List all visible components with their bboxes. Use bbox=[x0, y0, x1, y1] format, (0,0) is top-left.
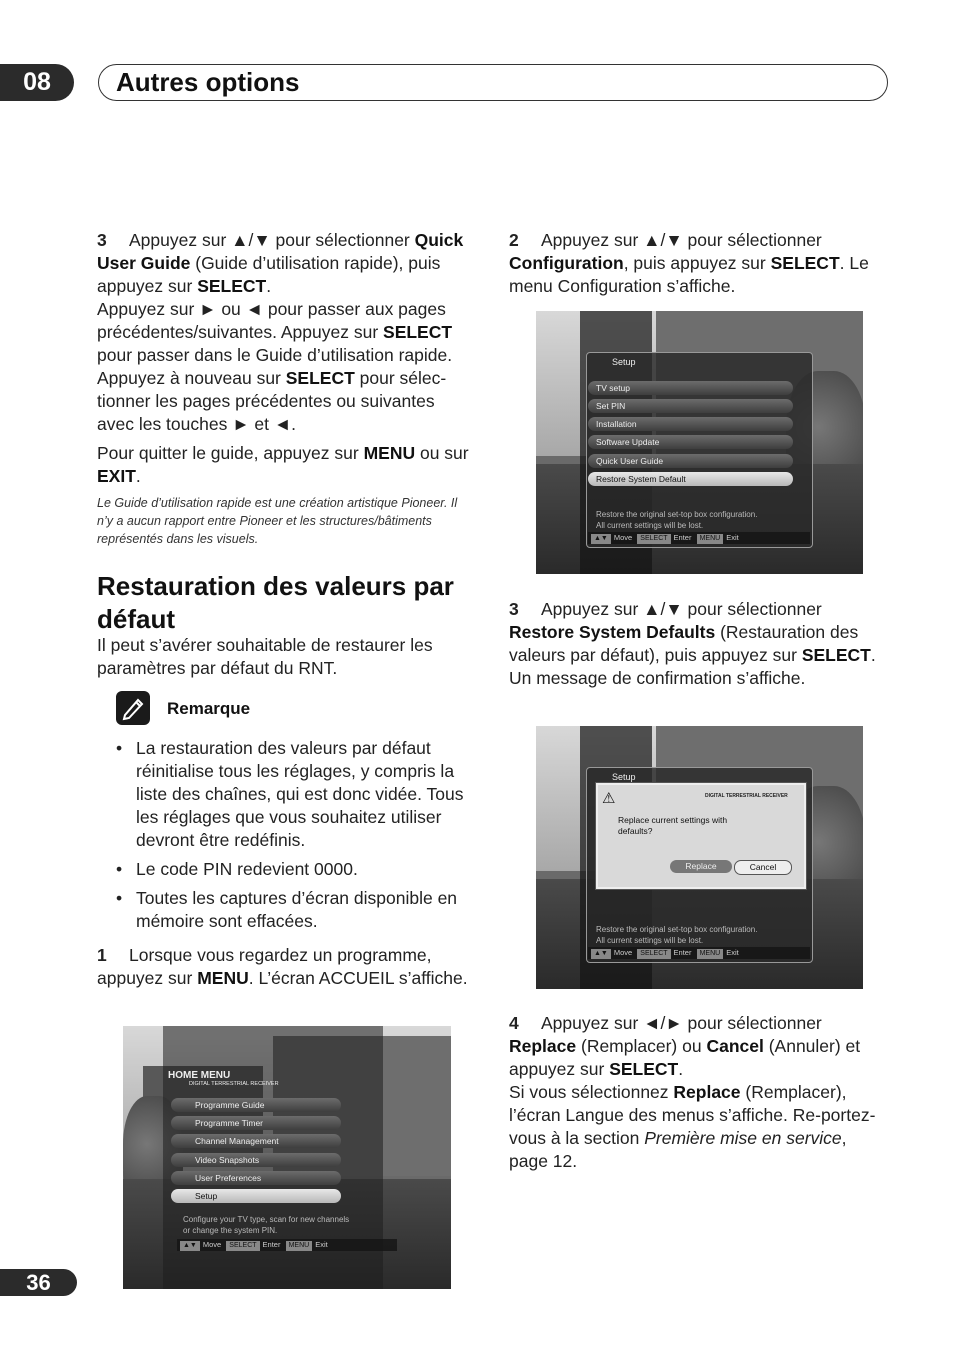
text: . bbox=[266, 276, 272, 296]
page-number-badge bbox=[0, 1269, 77, 1296]
dialog-brand: DIGITAL TERRESTRIAL RECEIVER bbox=[705, 793, 788, 799]
key-label: Move bbox=[613, 533, 633, 542]
menu-item-quick-user-guide[interactable]: Quick User Guide bbox=[588, 454, 793, 468]
bold-term: Replace bbox=[673, 1082, 741, 1102]
menu-item-video-snapshots[interactable]: Video Snapshots bbox=[171, 1153, 341, 1167]
menu-title: HOME MENU bbox=[168, 1070, 231, 1081]
remark-bullets bbox=[97, 737, 472, 939]
list-item: • Toutes les captures d’écran disponible en mémoire sont effacées. bbox=[97, 887, 472, 933]
text: Appuyez sur ▲/▼ pour sélectionner bbox=[541, 599, 822, 619]
bold-term: SELECT bbox=[609, 1059, 679, 1079]
key-help-bar bbox=[588, 532, 810, 544]
dialog-message: Replace current settings with defaults? bbox=[618, 815, 728, 836]
hint-line: Restore the original set-top box configuration. bbox=[596, 510, 758, 519]
step-number: 4 bbox=[509, 1013, 519, 1033]
menu-item-channel-management[interactable]: Channel Management bbox=[171, 1134, 341, 1148]
menu-item-set-pin[interactable]: Set PIN bbox=[588, 399, 793, 413]
key-label: Exit bbox=[726, 533, 739, 542]
setup-menu-screenshot bbox=[536, 311, 863, 574]
cancel-button[interactable]: Cancel bbox=[734, 860, 792, 875]
step-number: 3 bbox=[509, 599, 519, 619]
menu-item-user-preferences[interactable]: User Preferences bbox=[171, 1171, 341, 1185]
key-label: Enter bbox=[262, 1240, 281, 1249]
bold-term: Quick User Guide bbox=[97, 230, 464, 273]
left-step-3 bbox=[97, 229, 472, 554]
bold-term: MENU bbox=[363, 443, 416, 463]
text: . Le menu Configuration s’affiche. bbox=[509, 253, 869, 296]
menu-item-programme-guide[interactable]: Programme Guide bbox=[171, 1098, 341, 1112]
menu-title: Setup bbox=[612, 357, 636, 367]
up-down-icon: ▲▼ bbox=[180, 1241, 200, 1251]
menu-item-software-update[interactable]: Software Update bbox=[588, 435, 793, 449]
bold-term: EXIT bbox=[97, 466, 136, 486]
text: (Remplacer), l’écran Langue des menus s’affiche. Re-portez-vous à la section bbox=[509, 1082, 876, 1148]
menu-item-installation[interactable]: Installation bbox=[588, 417, 793, 431]
replace-button[interactable]: Replace bbox=[670, 860, 732, 873]
key-select: SELECT bbox=[226, 1241, 259, 1251]
key-label: Enter bbox=[673, 533, 692, 542]
menu-item-restore-system-default[interactable]: Restore System Default bbox=[588, 472, 793, 486]
menu-item-tv-setup[interactable]: TV setup bbox=[588, 381, 793, 395]
text: , page 12. bbox=[509, 1128, 847, 1171]
text: (Restauration des valeurs par défaut), puis appuyez sur bbox=[509, 622, 859, 665]
menu-item-setup[interactable]: Setup bbox=[171, 1189, 341, 1203]
right-step-4 bbox=[509, 1012, 884, 1179]
key-menu: MENU bbox=[697, 534, 724, 544]
bold-term: SELECT bbox=[383, 322, 453, 342]
key-label: Move bbox=[202, 1240, 222, 1249]
text: Appuyez sur ▲/▼ pour sélectionner bbox=[541, 230, 822, 250]
bold-term: Replace bbox=[509, 1036, 577, 1056]
bold-term: Cancel bbox=[706, 1036, 764, 1056]
key-select: SELECT bbox=[637, 534, 670, 544]
step-number: 2 bbox=[509, 230, 519, 250]
step-number: 1 bbox=[97, 945, 107, 965]
bold-term: SELECT bbox=[285, 368, 355, 388]
chapter-title: Autres options bbox=[116, 67, 300, 97]
key-label: Exit bbox=[726, 948, 739, 957]
text: . L’écran ACCUEIL s’affiche. bbox=[248, 968, 468, 988]
text: Pour quitter le guide, appuyez sur bbox=[97, 443, 364, 463]
text: Lorsque vous regardez un programme, appuyez sur bbox=[97, 945, 432, 988]
right-step-2 bbox=[509, 229, 884, 298]
hint-line: All current settings will be lost. bbox=[596, 936, 704, 945]
text: . Un message de confirmation s’affiche. bbox=[509, 645, 876, 688]
confirm-dialog-screenshot bbox=[536, 726, 863, 989]
menu-hint bbox=[596, 924, 757, 946]
text: pour sélec-tionner les pages précédentes ou suivantes avec les touches ► et ◄. bbox=[97, 368, 447, 434]
key-menu: MENU bbox=[697, 949, 724, 959]
left-step-1 bbox=[97, 944, 472, 990]
text: , puis appuyez sur bbox=[623, 253, 771, 273]
text: (Remplacer) ou bbox=[576, 1036, 707, 1056]
section-intro: Il peut s’avérer souhaitable de restaurer les paramètres par défaut du RNT. bbox=[97, 635, 433, 678]
up-down-icon: ▲▼ bbox=[591, 949, 611, 959]
key-help-bar bbox=[177, 1239, 397, 1251]
key-help-bar bbox=[588, 947, 810, 959]
hint-line: Configure your TV type, scan for new channels bbox=[183, 1215, 350, 1224]
key-label: Enter bbox=[673, 948, 692, 957]
menu-hint bbox=[596, 509, 757, 531]
right-step-3 bbox=[509, 598, 884, 690]
text: . bbox=[678, 1059, 684, 1079]
menu-hint bbox=[183, 1214, 349, 1236]
pencil-note-icon bbox=[116, 691, 150, 725]
key-label: Exit bbox=[315, 1240, 328, 1249]
bold-term: MENU bbox=[197, 968, 249, 988]
step-number: 3 bbox=[97, 230, 107, 250]
bold-term: SELECT bbox=[770, 253, 840, 273]
text: (Guide d’utilisation rapide), puis appuyez sur bbox=[97, 253, 441, 296]
key-menu: MENU bbox=[286, 1241, 313, 1251]
text: (Annuler) et appuyez sur bbox=[509, 1036, 861, 1079]
text: pour passer dans le Guide d’utilisation rapide. Appuyez à nouveau sur bbox=[97, 345, 453, 388]
chapter-number: 08 bbox=[23, 68, 51, 96]
remark-label: Remarque bbox=[167, 699, 251, 718]
menu-title: Setup bbox=[612, 772, 636, 782]
list-item: • La restauration des valeurs par défaut réinitialise tous les réglages, y compris la liste des chaînes, qui est donc vidée. Tous les réglages que vous souhaitez utiliser devront être redéfinis. bbox=[97, 737, 472, 852]
key-select: SELECT bbox=[637, 949, 670, 959]
text: . bbox=[135, 466, 141, 486]
text: Appuyez sur ► ou ◄ pour passer aux pages précédentes/suivantes. Appuyez sur bbox=[97, 299, 446, 342]
text: ou sur bbox=[415, 443, 469, 463]
confirm-dialog bbox=[596, 783, 806, 889]
bold-term: Configuration bbox=[509, 253, 624, 273]
hint-line: or change the system PIN. bbox=[183, 1226, 278, 1235]
bold-term: SELECT bbox=[197, 276, 267, 296]
bold-term: SELECT bbox=[801, 645, 871, 665]
warning-icon: ⚠ bbox=[602, 790, 616, 807]
text: Appuyez sur ▲/▼ pour sélectionner bbox=[129, 230, 415, 250]
text: Si vous sélectionnez bbox=[509, 1082, 674, 1102]
chapter-number-badge bbox=[0, 64, 74, 101]
hint-line: Restore the original set-top box configuration. bbox=[596, 925, 758, 934]
up-down-icon: ▲▼ bbox=[591, 534, 611, 544]
bold-term: Restore System Defaults bbox=[509, 622, 716, 642]
list-item: • Le code PIN redevient 0000. bbox=[97, 858, 472, 881]
home-menu-screenshot bbox=[123, 1026, 451, 1289]
menu-item-programme-timer[interactable]: Programme Timer bbox=[171, 1116, 341, 1130]
text: Appuyez sur ◄/► pour sélectionner bbox=[541, 1013, 822, 1033]
page-number: 36 bbox=[26, 1269, 51, 1295]
key-label: Move bbox=[613, 948, 633, 957]
italic-note: Le Guide d’utilisation rapide est une création artistique Pioneer. Il n’y a aucun rapport entre Pioneer et les structures/bâtiments représentés dans les visuels. bbox=[97, 496, 458, 546]
hint-line: All current settings will be lost. bbox=[596, 521, 704, 530]
menu-subtitle: DIGITAL TERRESTRIAL RECEIVER bbox=[189, 1081, 279, 1087]
section-title: Restauration des valeurs par défaut bbox=[97, 571, 454, 634]
italic-reference: Première mise en service bbox=[644, 1128, 842, 1148]
